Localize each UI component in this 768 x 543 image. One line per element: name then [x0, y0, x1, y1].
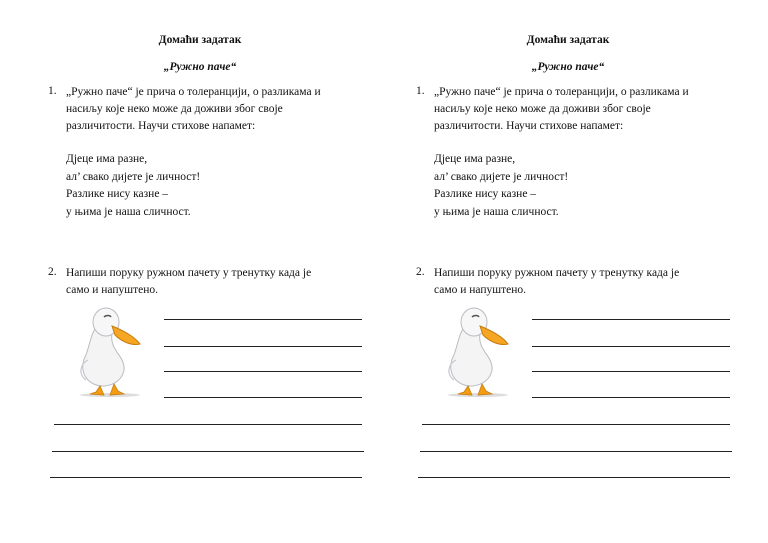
poem-line: Разлике нису казне – [66, 188, 169, 200]
task1-number: 1. [416, 85, 425, 97]
task2-line: само и напуштено. [66, 284, 159, 296]
answer-line[interactable] [532, 397, 730, 398]
poem-line: у њима је наша сличност. [66, 205, 191, 218]
poem [434, 151, 568, 221]
task2-text [66, 265, 311, 299]
task2-line: само и напуштено. [434, 284, 527, 296]
answer-line[interactable] [54, 424, 362, 425]
duckling-illustration [60, 302, 160, 398]
answer-line[interactable] [164, 319, 362, 320]
poem-line: ал’ свако дијете је личност! [434, 170, 569, 183]
worksheet-title: Домаћи задатак [526, 34, 610, 46]
answer-line[interactable] [532, 346, 730, 347]
worksheet-subtitle: „Ружно паче“ [163, 61, 237, 73]
task1-line: насиљу које неко може да доживи због своје [66, 103, 283, 115]
answer-line[interactable] [164, 397, 362, 398]
answer-line[interactable] [532, 319, 730, 320]
worksheet-title: Домаћи задатак [158, 34, 242, 46]
task1-number: 1. [48, 85, 57, 97]
answer-line[interactable] [164, 371, 362, 372]
answer-line[interactable] [422, 424, 730, 425]
answer-line[interactable] [52, 451, 364, 452]
answer-line[interactable] [50, 477, 362, 478]
worksheet-subtitle: „Ружно паче“ [531, 61, 605, 73]
task1-text [434, 84, 689, 135]
poem-line: Разлике нису казне – [434, 188, 537, 200]
task1-line: „Ружно паче“ је прича о толеранцији, о разликама и [434, 86, 689, 98]
poem-line: Дјеце има разне, [434, 153, 516, 165]
duckling-illustration [428, 302, 528, 398]
task1-line: различитости. Научи стихове напамет: [66, 120, 256, 132]
answer-line[interactable] [418, 477, 730, 478]
answer-line[interactable] [420, 451, 732, 452]
task2-text [434, 265, 679, 299]
task1-line: „Ружно паче“ је прича о толеранцији, о разликама и [66, 86, 321, 98]
task1-text [66, 84, 321, 135]
answer-line[interactable] [164, 346, 362, 347]
poem-line: у њима је наша сличност. [434, 205, 559, 218]
task2-line: Напиши поруку ружном пачету у тренутку када је [434, 267, 680, 279]
task1-line: различитости. Научи стихове напамет: [434, 120, 624, 132]
worksheet-right [368, 0, 752, 543]
answer-line[interactable] [532, 371, 730, 372]
task1-line: насиљу које неко може да доживи због своје [434, 103, 651, 115]
poem-line: ал’ свако дијете је личност! [66, 170, 201, 183]
task2-line: Напиши поруку ружном пачету у тренутку када је [66, 267, 312, 279]
poem-line: Дјеце има разне, [66, 153, 148, 165]
task2-number: 2. [416, 266, 425, 278]
task2-number: 2. [48, 266, 57, 278]
poem [66, 151, 200, 221]
